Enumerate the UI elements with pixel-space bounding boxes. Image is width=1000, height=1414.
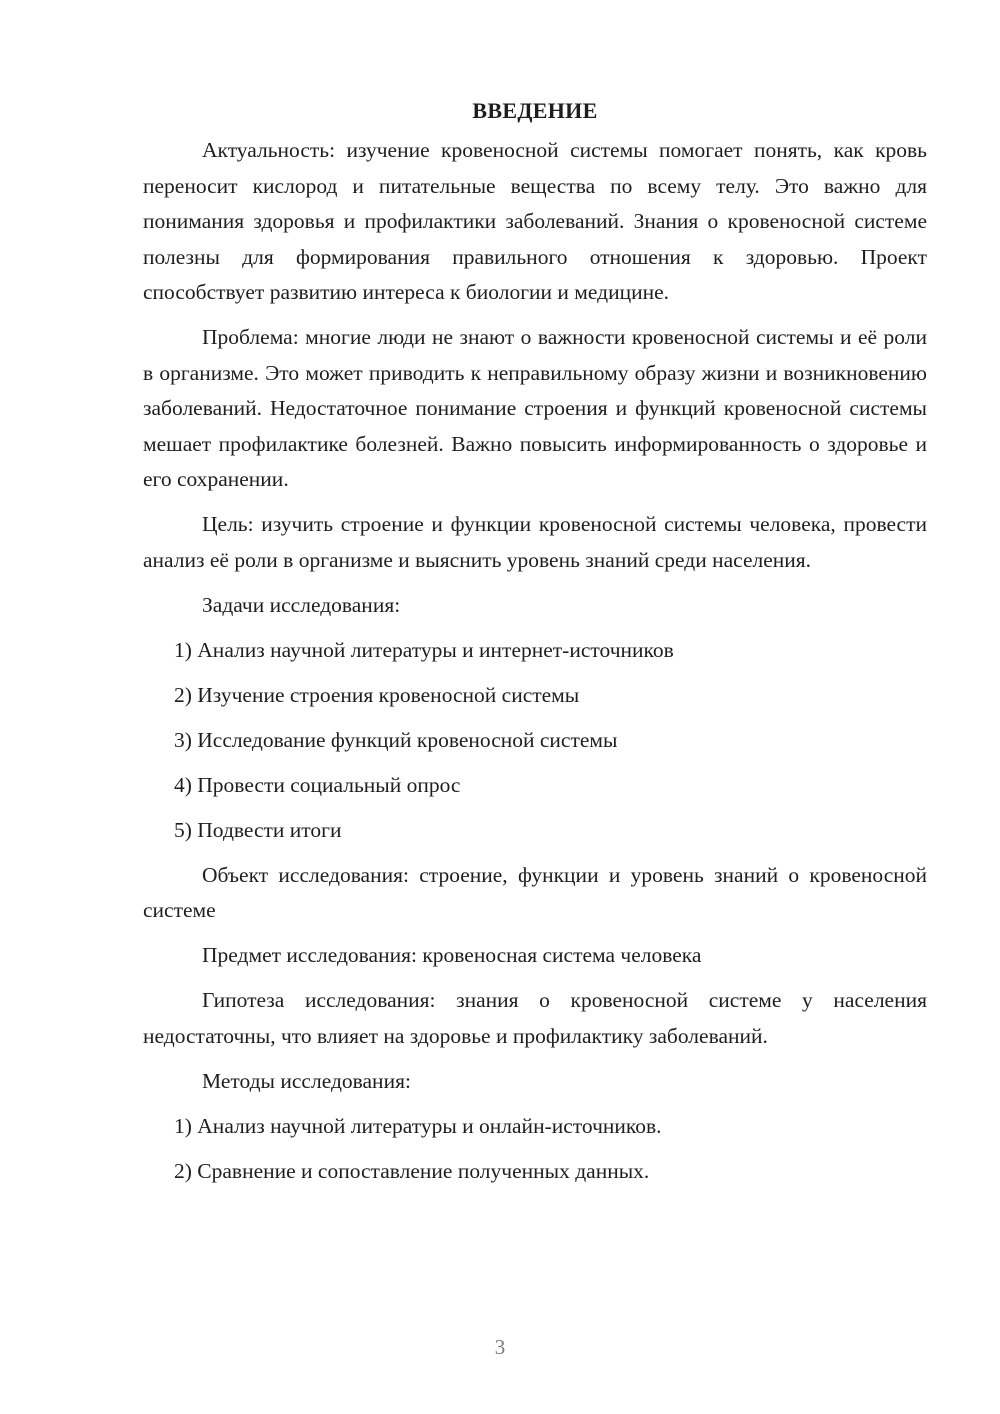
tasks-list — [143, 633, 927, 849]
goal-paragraph: Цель: изучить строение и функции кровеносной системы человека, провести анализ её роли в организме и выяснить уровень знаний среди населения. — [143, 512, 927, 572]
list-item: 3) Исследование функций кровеносной системы — [174, 727, 618, 752]
page-title: ВВЕДЕНИЕ — [472, 98, 598, 123]
list-item: 2) Изучение строения кровеносной системы — [174, 682, 580, 707]
page-number: 3 — [494, 1335, 506, 1359]
list-item: 4) Провести социальный опрос — [174, 772, 461, 797]
list-item: 1) Анализ научной литературы и онлайн-источников. — [174, 1113, 662, 1138]
methods-heading: Методы исследования: — [202, 1068, 411, 1093]
problem-paragraph: Проблема: многие люди не знают о важности кровеносной системы и её роли в организме. Это может приводить к неправильному образу жизни и возникновению заболеваний. Недостаточное понимание строения и функций кровеносной системы мешает профилактике болезней. Важно повысить информированность о здоровье и его сохранении. — [143, 325, 927, 491]
list-item: 1) Анализ научной литературы и интернет-источников — [174, 637, 674, 662]
page-content — [143, 97, 927, 1199]
object-paragraph: Объект исследования: строение, функции и уровень знаний о кровеносной системе — [143, 862, 927, 922]
subject-paragraph: Предмет исследования: кровеносная система человека — [202, 943, 702, 967]
methods-list — [143, 1109, 927, 1190]
list-item: 5) Подвести итоги — [174, 817, 342, 842]
tasks-heading: Задачи исследования: — [202, 592, 401, 617]
hypothesis-paragraph: Гипотеза исследования: знания о кровеносной системе у населения недостаточны, что влияет на здоровье и профилактику заболеваний. — [143, 988, 927, 1048]
relevance-paragraph: Актуальность: изучение кровеносной системы помогает понять, как кровь переносит кислород и питательные вещества по всему телу. Это важно для понимания здоровья и профилактики заболеваний. Знания о кровеносной системе полезны для формирования правильного отношения к здоровью. Проект способствует развитию интереса к биологии и медицине. — [143, 138, 927, 304]
list-item: 2) Сравнение и сопоставление полученных данных. — [174, 1158, 650, 1183]
